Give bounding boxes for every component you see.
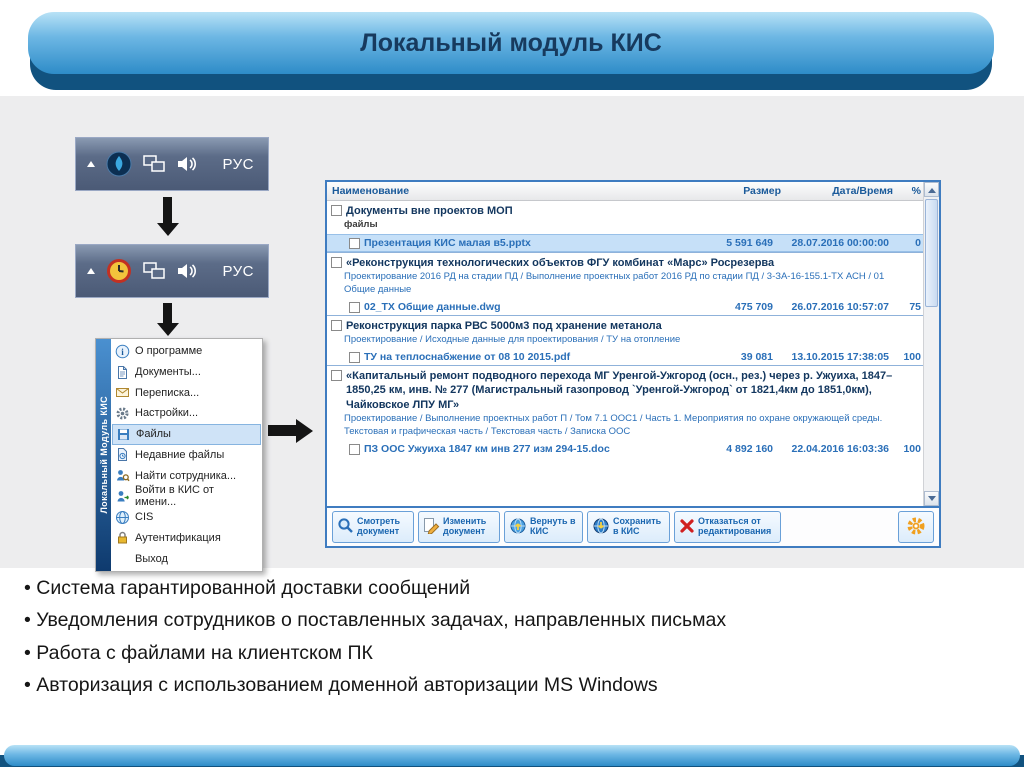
menu-item-label: О программе <box>135 345 203 358</box>
scroll-down-button[interactable] <box>924 491 939 506</box>
file-percent: 0 <box>915 237 921 250</box>
file-name: ПЗ ООС Ужуиха 1847 км инв 277 изм 294-15.doc <box>364 442 610 455</box>
bullet-item: • Работа с файлами на клиентском ПК <box>24 641 994 665</box>
settings-gear-button[interactable] <box>898 511 934 543</box>
lock-icon <box>115 530 130 545</box>
pencil-icon <box>423 517 440 537</box>
bullet-item: • Авторизация с использованием доменной авторизации MS Windows <box>24 673 994 697</box>
menu-brand-strip <box>96 339 111 571</box>
button-label: Сохранить в КИС <box>613 516 662 536</box>
file-size: 5 591 649 <box>726 237 773 250</box>
file-group <box>327 315 923 365</box>
menu-item-label: Настройки... <box>135 407 199 420</box>
column-header-percent[interactable]: % <box>911 185 921 197</box>
menu-item-label: CIS <box>135 511 154 524</box>
arrow-right-icon <box>268 425 296 436</box>
speaker-icon[interactable] <box>176 262 198 280</box>
context-menu <box>95 338 263 572</box>
column-header-row <box>327 182 939 201</box>
file-datetime: 22.04.2016 16:03:36 <box>791 442 889 455</box>
bullet-list <box>24 576 994 706</box>
file-name: ТУ на теплоснабжение от 08 10 2015.pdf <box>364 351 571 364</box>
scrollbar-thumb[interactable] <box>925 199 938 307</box>
globe-save-icon <box>592 517 610 538</box>
menu-item-label: Аутентификация <box>135 531 221 544</box>
arrow-down-icon <box>163 197 172 223</box>
menu-item-label: Выход <box>135 552 168 565</box>
title-banner <box>28 12 994 74</box>
menu-item-files[interactable] <box>112 424 261 445</box>
group-title: Реконструкция парка РВС 5000м3 под хранение метанола <box>346 320 662 333</box>
red-x-icon <box>679 518 695 537</box>
scroll-up-button[interactable] <box>924 182 939 197</box>
group-checkbox[interactable] <box>331 320 342 331</box>
file-size: 475 709 <box>735 301 773 314</box>
document-icon <box>115 365 130 380</box>
collapse-arrow-icon[interactable] <box>86 160 96 168</box>
scrollbar[interactable] <box>923 182 939 506</box>
file-group <box>327 252 923 315</box>
menu-item-label: Документы... <box>135 366 201 379</box>
kis-logo-icon[interactable] <box>106 151 132 177</box>
file-row[interactable] <box>327 234 923 252</box>
group-title-row[interactable] <box>327 366 923 413</box>
button-label: Отказаться от редактирования <box>698 516 772 536</box>
taskbar-fragment-2 <box>75 244 269 298</box>
group-path: Проектирование / Выполнение проектных работ П / Том 7.1 ООС1 / Часть 1. Мероприятия по охране окружающей среды. Текстовая и графическая часть / Текстовая часть / Записка ООС <box>344 413 883 437</box>
menu-item-label: Недавние файлы <box>135 448 225 461</box>
group-path: Проектирование / Исходные данные для проектирования / ТУ на отопление <box>344 334 681 346</box>
file-group <box>327 365 923 457</box>
language-indicator[interactable]: РУС <box>222 155 254 173</box>
file-percent: 75 <box>909 301 921 314</box>
file-datetime: 26.07.2016 10:57:07 <box>791 301 889 314</box>
menu-item-label: Войти в КИС от имени... <box>135 484 214 509</box>
column-header-datetime[interactable]: Дата/Время <box>832 185 893 197</box>
menu-item-recent-files[interactable] <box>112 445 261 466</box>
file-row[interactable] <box>327 441 923 457</box>
file-datetime: 28.07.2016 00:00:00 <box>791 237 889 250</box>
files-icon <box>116 427 131 442</box>
file-list-window <box>325 180 941 548</box>
file-percent: 100 <box>903 442 921 455</box>
group-checkbox[interactable] <box>331 257 342 268</box>
file-name: Презентация КИС малая в5.pptx <box>364 237 531 250</box>
find-person-icon <box>115 468 130 483</box>
speaker-icon[interactable] <box>176 155 198 173</box>
button-label: Смотреть документ <box>357 516 401 536</box>
group-path: Проектирование 2016 РД на стадии ПД / Выполнение проектных работ 2016 РД по стадии ПД / 3-ЗА-16-155.1-ТХ АСН / 01 Общие данные <box>344 271 885 296</box>
language-indicator[interactable]: РУС <box>222 262 254 280</box>
menu-item-cis[interactable] <box>112 507 261 528</box>
menu-item-documents[interactable] <box>112 362 261 383</box>
recent-files-icon <box>115 447 130 462</box>
view-document-button[interactable] <box>332 511 414 543</box>
return-to-kis-button[interactable] <box>504 511 583 543</box>
file-checkbox[interactable] <box>349 444 360 455</box>
menu-item-label: Переписка... <box>135 386 200 399</box>
file-size: 4 892 160 <box>726 442 773 455</box>
button-label: Вернуть в КИС <box>530 516 576 536</box>
column-header-name[interactable]: Наименование <box>332 185 410 197</box>
button-label: Изменить документ <box>443 516 487 536</box>
menu-brand-text: Локальный Модуль КИС <box>98 396 109 514</box>
group-title-row[interactable] <box>327 253 923 271</box>
file-datetime: 13.10.2015 17:38:05 <box>791 351 889 364</box>
group-title: Документы вне проектов МОП <box>346 205 513 217</box>
globe-icon <box>115 510 130 525</box>
menu-item-settings[interactable] <box>112 403 261 424</box>
group-title-row[interactable] <box>327 316 923 334</box>
save-to-kis-button[interactable] <box>587 511 670 543</box>
file-row[interactable] <box>327 299 923 315</box>
taskbar-fragment-1 <box>75 137 269 191</box>
bullet-item: • Уведомления сотрудников о поставленных задачах, направленных письмах <box>24 608 994 632</box>
network-icon[interactable] <box>142 261 166 281</box>
info-icon <box>115 344 130 359</box>
menu-item-about[interactable] <box>112 341 261 362</box>
file-checkbox[interactable] <box>349 302 360 313</box>
discard-editing-button[interactable] <box>674 511 781 543</box>
menu-item-correspondence[interactable] <box>112 382 261 403</box>
menu-items <box>111 339 262 571</box>
magnifier-icon <box>337 517 354 537</box>
network-icon[interactable] <box>142 154 166 174</box>
clock-icon[interactable] <box>106 258 132 284</box>
file-checkbox[interactable] <box>349 238 360 249</box>
file-checkbox[interactable] <box>349 352 360 363</box>
menu-item-find-employee[interactable] <box>112 465 261 486</box>
mail-icon <box>115 385 130 400</box>
file-size: 39 081 <box>740 351 773 364</box>
file-window-toolbar <box>327 506 939 546</box>
file-name: 02_ТХ Общие данные.dwg <box>364 301 501 314</box>
group-path: файлы <box>344 219 378 231</box>
blank-icon <box>115 551 130 566</box>
menu-item-exit[interactable] <box>112 548 261 569</box>
file-percent: 100 <box>903 351 921 364</box>
bullet-item: • Система гарантированной доставки сообщений <box>24 576 994 600</box>
file-list-body <box>327 201 923 506</box>
group-checkbox[interactable] <box>331 205 342 216</box>
group-checkbox[interactable] <box>331 370 342 381</box>
group-title: «Реконструкция технологических объектов ФГУ комбинат «Марс» Росрезерва <box>346 257 775 270</box>
collapse-arrow-icon[interactable] <box>86 267 96 275</box>
menu-item-login-as[interactable] <box>112 486 261 507</box>
page-title: Локальный модуль КИС <box>360 28 662 57</box>
gear-icon <box>906 516 926 539</box>
svg-text:i: i <box>121 346 124 357</box>
globe-return-icon <box>509 517 527 538</box>
file-group <box>327 201 923 252</box>
menu-item-label: Файлы <box>136 428 171 441</box>
column-header-size[interactable]: Размер <box>743 185 781 197</box>
group-title: «Капитальный ремонт подводного перехода МГ Уренгой-Ужгород (осн., рез.) через р. Ужуиха, 1847–1850,25 км, инв. № 277 (Магистральный газопровод `Уренгой-Ужгород` от 1821,4км до 1851,0км), Чайковское ЛПУ МГ» <box>346 370 893 411</box>
settings-icon <box>115 406 130 421</box>
arrow-down-icon <box>163 303 172 323</box>
file-row[interactable] <box>327 349 923 365</box>
menu-item-authentication[interactable] <box>112 528 261 549</box>
group-title-row[interactable] <box>327 201 923 219</box>
edit-document-button[interactable] <box>418 511 500 543</box>
login-as-icon <box>115 489 130 504</box>
bottom-bar <box>4 745 1020 766</box>
menu-item-label: Найти сотрудника... <box>135 469 237 482</box>
